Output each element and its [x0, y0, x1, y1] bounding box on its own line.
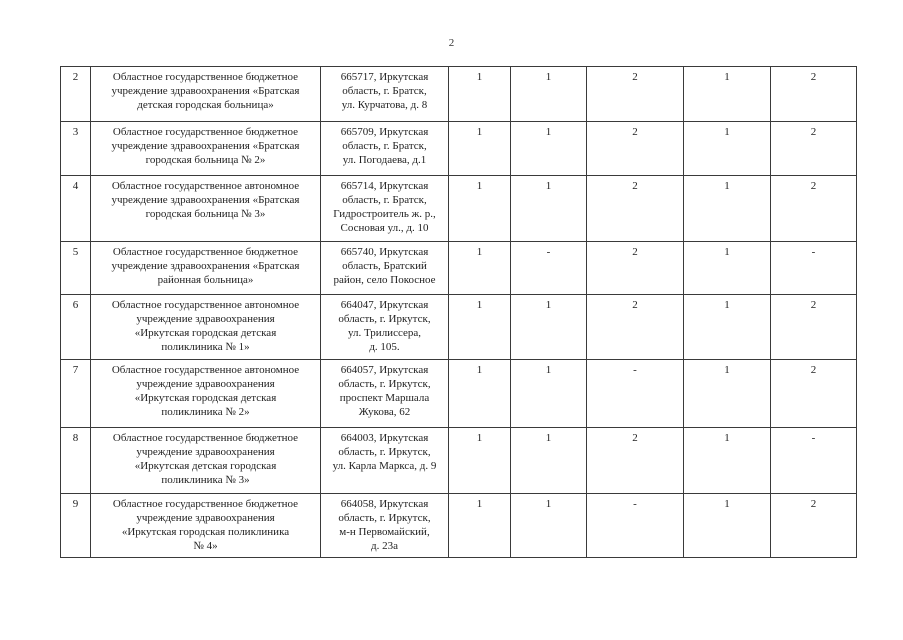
table-row: [61, 428, 857, 494]
name-line: учреждение здравоохранения «Братская: [111, 85, 300, 97]
table-row: [61, 176, 857, 242]
institution-address: [321, 494, 449, 558]
row-number: 6: [61, 295, 91, 360]
address-line: область, г. Иркутск,: [338, 378, 431, 390]
address-line: область, Братский: [342, 260, 427, 272]
address-line: Гидростроитель ж. р.,: [333, 208, 436, 220]
value-cell: -: [771, 428, 857, 494]
value-cell: 1: [449, 360, 511, 428]
value-cell: 1: [511, 176, 587, 242]
address-line: область, г. Братск,: [342, 140, 427, 152]
value-cell: 1: [684, 242, 771, 295]
address-line: 664003, Иркутская: [340, 432, 429, 444]
institution-name: [91, 360, 321, 428]
address-line: м-н Первомайский,: [339, 526, 430, 538]
institution-address: [321, 67, 449, 122]
value-cell: 1: [684, 428, 771, 494]
value-cell: 2: [771, 122, 857, 176]
address-line: область, г. Иркутск,: [338, 446, 431, 458]
address-line: Сосновая ул., д. 10: [340, 222, 429, 234]
institution-name: [91, 295, 321, 360]
institution-address: [321, 176, 449, 242]
value-cell: 2: [587, 176, 684, 242]
address-line: д. 23а: [371, 540, 398, 552]
address-line: ул. Курчатова, д. 8: [341, 99, 428, 111]
name-line: Областное государственное бюджетное: [112, 126, 299, 138]
value-cell: 1: [684, 295, 771, 360]
name-line: «Иркутская городская детская: [134, 392, 277, 404]
table-row: [61, 67, 857, 122]
name-line: Областное государственное автономное: [111, 180, 300, 192]
value-cell: 1: [511, 360, 587, 428]
address-line: 664047, Иркутская: [340, 299, 429, 311]
address-line: ул. Погодаева, д.1: [342, 154, 427, 166]
institution-name: [91, 67, 321, 122]
institution-address: [321, 242, 449, 295]
name-line: Областное государственное автономное: [111, 299, 300, 311]
table-row: [61, 494, 857, 558]
row-number: 2: [61, 67, 91, 122]
value-cell: 2: [771, 494, 857, 558]
value-cell: 2: [771, 67, 857, 122]
name-line: поликлиника № 3»: [161, 474, 250, 486]
value-cell: 1: [449, 242, 511, 295]
value-cell: 2: [587, 242, 684, 295]
name-line: «Иркутская городская детская: [134, 327, 277, 339]
address-line: область, г. Братск,: [342, 194, 427, 206]
name-line: поликлиника № 1»: [161, 341, 250, 353]
value-cell: -: [587, 360, 684, 428]
value-cell: 1: [449, 295, 511, 360]
address-line: 665709, Иркутская: [340, 126, 429, 138]
institution-name: [91, 122, 321, 176]
value-cell: 1: [511, 67, 587, 122]
table-row: [61, 242, 857, 295]
name-line: Областное государственное автономное: [111, 364, 300, 376]
institution-address: [321, 295, 449, 360]
value-cell: -: [511, 242, 587, 295]
institution-name: [91, 242, 321, 295]
value-cell: 1: [449, 494, 511, 558]
address-line: 665714, Иркутская: [340, 180, 429, 192]
table-row: [61, 295, 857, 360]
institution-name: [91, 428, 321, 494]
row-number: 3: [61, 122, 91, 176]
name-line: учреждение здравоохранения: [136, 512, 275, 524]
value-cell: 2: [587, 67, 684, 122]
value-cell: 2: [587, 122, 684, 176]
value-cell: 2: [771, 360, 857, 428]
address-line: область, г. Иркутск,: [338, 313, 431, 325]
address-line: проспект Маршала: [339, 392, 430, 404]
institution-address: [321, 360, 449, 428]
value-cell: -: [771, 242, 857, 295]
value-cell: 2: [771, 295, 857, 360]
value-cell: 1: [684, 67, 771, 122]
row-number: 5: [61, 242, 91, 295]
address-line: ул. Карла Маркса, д. 9: [332, 460, 437, 472]
address-line: 665740, Иркутская: [340, 246, 429, 258]
name-line: городская больница № 2»: [145, 154, 266, 166]
row-number: 7: [61, 360, 91, 428]
value-cell: 2: [587, 428, 684, 494]
address-line: 665717, Иркутская: [340, 71, 429, 83]
value-cell: 1: [449, 122, 511, 176]
address-line: 664057, Иркутская: [340, 364, 429, 376]
institution-name: [91, 494, 321, 558]
row-number: 9: [61, 494, 91, 558]
value-cell: 2: [771, 176, 857, 242]
name-line: районная больница»: [157, 274, 254, 286]
value-cell: 1: [511, 295, 587, 360]
name-line: городская больница № 3»: [145, 208, 266, 220]
name-line: учреждение здравоохранения «Братская: [111, 260, 300, 272]
name-line: № 4»: [193, 540, 218, 552]
value-cell: 1: [511, 428, 587, 494]
address-line: Жукова, 62: [358, 406, 411, 418]
name-line: «Иркутская детская городская: [134, 460, 277, 472]
name-line: Областное государственное бюджетное: [112, 71, 299, 83]
value-cell: 1: [684, 122, 771, 176]
value-cell: 1: [684, 360, 771, 428]
value-cell: 1: [449, 176, 511, 242]
address-line: д. 105.: [369, 341, 400, 353]
institution-name: [91, 176, 321, 242]
table-body: [61, 67, 857, 558]
address-line: область, г. Братск,: [342, 85, 427, 97]
table-row: [61, 360, 857, 428]
address-line: ул. Трилиссера,: [348, 327, 421, 339]
name-line: Областное государственное бюджетное: [112, 246, 299, 258]
name-line: учреждение здравоохранения: [136, 378, 275, 390]
value-cell: 1: [511, 494, 587, 558]
address-line: район, село Покосное: [333, 274, 436, 286]
name-line: «Иркутская городская поликлиника: [121, 526, 290, 538]
institution-address: [321, 122, 449, 176]
address-line: 664058, Иркутская: [340, 498, 429, 510]
name-line: учреждение здравоохранения «Братская: [111, 140, 300, 152]
name-line: учреждение здравоохранения: [136, 446, 275, 458]
value-cell: 1: [684, 494, 771, 558]
value-cell: 1: [449, 67, 511, 122]
page-number: 2: [448, 37, 455, 49]
value-cell: 1: [449, 428, 511, 494]
name-line: учреждение здравоохранения «Братская: [111, 194, 300, 206]
name-line: Областное государственное бюджетное: [112, 498, 299, 510]
name-line: детская городская больница»: [137, 99, 274, 111]
name-line: учреждение здравоохранения: [136, 313, 275, 325]
institution-address: [321, 428, 449, 494]
name-line: поликлиника № 2»: [161, 406, 250, 418]
institutions-table: [60, 66, 857, 558]
value-cell: 1: [511, 122, 587, 176]
value-cell: 1: [684, 176, 771, 242]
row-number: 4: [61, 176, 91, 242]
name-line: Областное государственное бюджетное: [112, 432, 299, 444]
table-row: [61, 122, 857, 176]
value-cell: 2: [587, 295, 684, 360]
value-cell: -: [587, 494, 684, 558]
address-line: область, г. Иркутск,: [338, 512, 431, 524]
row-number: 8: [61, 428, 91, 494]
